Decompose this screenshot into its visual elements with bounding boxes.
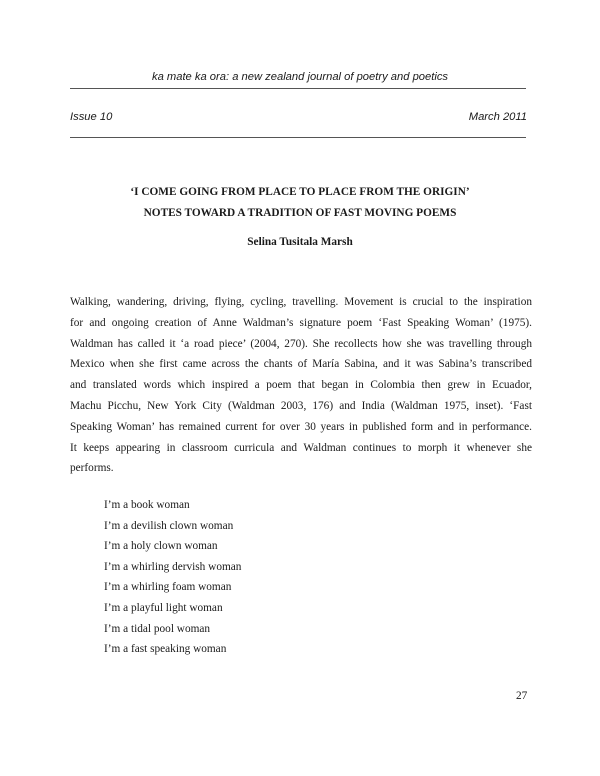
poem-line: I’m a holy clown woman [104, 540, 218, 553]
poem-line: I’m a devilish clown woman [104, 519, 234, 532]
paragraph-line: Machu Picchu, New York City (Waldman 2003, 176) and India (Waldman 1975, inset). ‘Fast [70, 399, 532, 412]
poem-line: I’m a book woman [104, 499, 190, 511]
article-paragraph [70, 292, 532, 479]
paragraph-line: Speaking Woman’ has remained current for over 30 years in published form and in performance. [70, 420, 532, 433]
issue-number: Issue 10 [70, 111, 113, 123]
issue-date: March 2011 [468, 111, 527, 123]
journal-title: ka mate ka ora: a new zealand journal of poetry and poetics [151, 71, 449, 83]
paragraph-line: It keeps appearing in classroom curricula and Waldman continues to morph it whenever she [70, 441, 532, 454]
page-number: 27 [516, 690, 528, 702]
poem-line: I’m a whirling dervish woman [104, 560, 242, 573]
poem-line: I’m a playful light woman [104, 601, 223, 614]
article-author: Selina Tusitala Marsh [247, 236, 353, 248]
header-rule-bottom [70, 137, 526, 138]
poem-line: I’m a whirling foam woman [104, 581, 232, 594]
paragraph-line: for and ongoing creation of Anne Waldman’s signature poem ‘Fast Speaking Woman’ (1975). [70, 316, 532, 329]
poem-line: I’m a fast speaking woman [104, 643, 227, 656]
article-title-line-1: ‘I COME GOING FROM PLACE TO PLACE FROM THE ORIGIN’ [130, 186, 470, 198]
paragraph-line: Mexico when she first came across the chants of María Sabina, and it was Sabina’s transcribed [70, 358, 532, 371]
paragraph-line: performs. [70, 462, 114, 475]
paragraph-line: Walking, wandering, driving, flying, cycling, travelling. Movement is crucial to the inspiration [70, 296, 532, 308]
paragraph-line: and translated words which inspired a poem that began in Colombia then grew in Ecuador, [70, 379, 532, 392]
article-title-line-2: NOTES TOWARD A TRADITION OF FAST MOVING POEMS [143, 207, 457, 219]
header-rule-top [70, 88, 526, 89]
poem-excerpt [104, 495, 241, 660]
poem-line: I’m a tidal pool woman [104, 622, 211, 635]
paragraph-line: Waldman has called it ‘a road piece’ (2004, 270). She recollects how she was travelling through [70, 337, 532, 350]
